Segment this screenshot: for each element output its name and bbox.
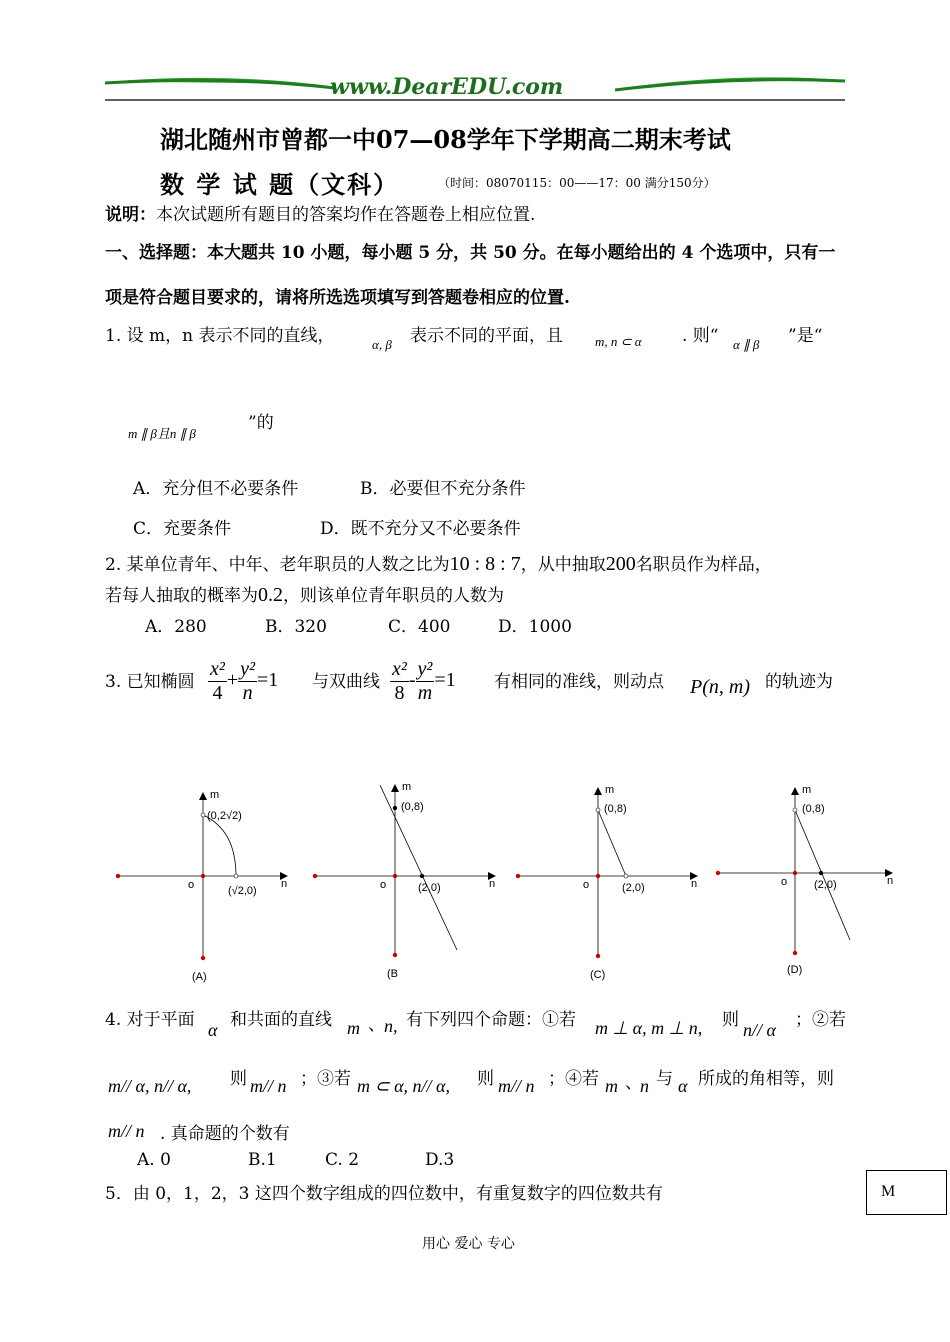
graph-c-caption: (C) bbox=[590, 969, 606, 981]
graph-b-caption: (B bbox=[387, 968, 398, 980]
graph-c-origin: o bbox=[583, 879, 590, 891]
graph-b-m-label: m bbox=[402, 781, 412, 793]
section1-line2: 项是符合题目要求的，请将所选选项填写到答题卷相应的位置. bbox=[105, 288, 570, 308]
q4-res3: m// n bbox=[498, 1076, 535, 1096]
note-label: 说明： bbox=[105, 205, 156, 225]
q2-option-a: A．280 bbox=[145, 617, 207, 637]
q4-cond1: m ⊥ α, m ⊥ n, bbox=[595, 1018, 703, 1038]
graph-d-top-label: (0,8) bbox=[802, 803, 825, 815]
q1-option-c: C．充要条件 bbox=[133, 519, 232, 539]
q4-text2: 和共面的直线 bbox=[230, 1010, 332, 1030]
graph-c-line bbox=[598, 810, 626, 876]
q3-f4-num: y² bbox=[417, 658, 433, 680]
exam-title: 湖北随州市曾都一中07—08学年下学期高二期末考试 bbox=[160, 125, 731, 154]
q3-f1-den: 4 bbox=[212, 682, 223, 704]
q4-n2: n bbox=[640, 1076, 649, 1096]
header-banner bbox=[100, 70, 850, 106]
q4-text1: 4. 对于平面 bbox=[105, 1010, 195, 1030]
q3-eq1: =1 bbox=[257, 669, 279, 692]
q4-alpha: α bbox=[208, 1020, 218, 1040]
q4-text7: 所成的角相等，则 bbox=[698, 1069, 834, 1089]
q4-text8: . 真命题的个数有 bbox=[160, 1124, 290, 1144]
q3-f2-den: n bbox=[242, 682, 253, 704]
graph-d-right-label: (2,0) bbox=[814, 879, 837, 891]
q3-text2: 与双曲线 bbox=[312, 672, 380, 692]
q1-option-a: A．充分但不必要条件 bbox=[133, 479, 299, 499]
q3-f3-num: x² bbox=[392, 658, 407, 680]
q3-ellipse-eq bbox=[208, 658, 278, 705]
q3-graphs bbox=[100, 770, 900, 990]
graph-a-m-label: m bbox=[210, 789, 220, 801]
graph-d-line bbox=[795, 810, 850, 940]
q4-option-a: A. 0 bbox=[137, 1150, 171, 1170]
q2-text4: 若每人抽取的概率为 bbox=[105, 586, 258, 606]
q4-text4: ；②若 bbox=[795, 1010, 846, 1030]
exam-subtitle: 数 学 试 题（文科） bbox=[160, 170, 400, 199]
q4-text5: ；③若 bbox=[300, 1069, 351, 1089]
graph-c-right-label: (2,0) bbox=[622, 882, 645, 894]
side-box-label: M bbox=[881, 1183, 896, 1200]
time-note: （时间：08070115：00——17：00 满分150分） bbox=[438, 176, 716, 190]
q1-text: 1. 设 m，n 表示不同的直线， bbox=[105, 326, 335, 346]
q4-m: m bbox=[347, 1018, 360, 1038]
graph-c-m-arrow bbox=[594, 787, 602, 795]
logo-text: www.DearEDU.com bbox=[330, 74, 564, 100]
graph-a-n-label: n bbox=[281, 878, 288, 890]
q2-line1 bbox=[105, 550, 772, 576]
q1-math-alpha-beta: α, β bbox=[372, 337, 392, 352]
q4-option-b: B.1 bbox=[248, 1150, 277, 1170]
q4-res2: m// n bbox=[250, 1076, 287, 1096]
q1-text3: . 则“ bbox=[682, 326, 719, 346]
q4-with: 与 bbox=[656, 1069, 673, 1089]
graph-b-right-label: (2,0) bbox=[418, 882, 441, 894]
q4-cond2: m// α, n// α, bbox=[108, 1076, 192, 1096]
q2-text2: ，从中抽取 bbox=[520, 555, 606, 575]
graph-d-caption: (D) bbox=[787, 964, 803, 976]
q3-eq2: =1 bbox=[434, 669, 456, 692]
graph-b-top-label: (0,8) bbox=[401, 801, 424, 813]
graph-b-m-arrow bbox=[391, 784, 399, 792]
q4-text3: 有下列四个命题：①若 bbox=[406, 1010, 576, 1030]
q3-minus: - bbox=[408, 669, 416, 692]
q4-text6: ；④若 bbox=[548, 1069, 599, 1089]
q2-line2 bbox=[105, 581, 504, 607]
q2-text3: 名职员作为样品， bbox=[635, 555, 772, 575]
graph-d-origin: o bbox=[781, 876, 788, 888]
q2-sample: 200 bbox=[605, 553, 636, 575]
q4-option-c: C. 2 bbox=[325, 1150, 360, 1170]
q2-text1: 2. 某单位青年、中年、老年职员的人数之比为 bbox=[105, 555, 450, 575]
q4-sep2: 、 bbox=[625, 1073, 642, 1093]
q1-math-condition: m ∥ β且n ∥ β bbox=[128, 426, 196, 441]
graph-a-top-label: (0,2√2) bbox=[207, 810, 242, 822]
q1-text2: 表示不同的平面，且 bbox=[410, 326, 563, 346]
graph-b-origin: o bbox=[380, 879, 387, 891]
graph-d-n-label: n bbox=[887, 875, 894, 887]
q3-text4: 的轨迹为 bbox=[765, 672, 833, 692]
q1-text5: ”的 bbox=[248, 413, 274, 433]
q4-sep: 、 bbox=[368, 1015, 385, 1035]
q2-option-c: C．400 bbox=[388, 617, 451, 637]
graph-c-n-label: n bbox=[691, 878, 698, 890]
q1-option-d: D．既不充分又不必要条件 bbox=[320, 519, 521, 539]
graph-a-origin: o bbox=[188, 879, 195, 891]
q1-math-parallel: α ∥ β bbox=[733, 337, 760, 352]
q2-prob: 0.2 bbox=[258, 584, 283, 606]
q3-text1: 3. 已知椭圆 bbox=[105, 672, 195, 692]
q2-option-d: D．1000 bbox=[498, 617, 572, 637]
q1-text4: ”是“ bbox=[788, 326, 823, 346]
q4-res4: m// n bbox=[108, 1121, 145, 1141]
q3-f3-den: 8 bbox=[394, 682, 405, 704]
q4-alpha2: α bbox=[678, 1076, 688, 1096]
q4-then1: 则 bbox=[722, 1010, 739, 1030]
graph-c-m-label: m bbox=[605, 784, 615, 796]
q4-then2: 则 bbox=[230, 1069, 247, 1089]
graph-a-arc bbox=[203, 815, 236, 876]
q4-option-d: D.3 bbox=[425, 1150, 455, 1170]
q3-text3: 有相同的准线，则动点 bbox=[494, 672, 664, 692]
graph-a-caption: (A) bbox=[192, 971, 207, 983]
graph-d-m-label: m bbox=[802, 784, 812, 796]
footer-text: 用心 爱心 专心 bbox=[422, 1236, 515, 1252]
note bbox=[105, 200, 535, 225]
q4-res1: n// α bbox=[743, 1020, 776, 1040]
q3-plus: + bbox=[226, 669, 239, 692]
graph-b-n-label: n bbox=[489, 878, 496, 890]
section1-line1: 一、选择题：本大题共 10 小题，每小题 5 分，共 50 分。在每小题给出的 4 个选项中，只有一 bbox=[105, 243, 836, 263]
q3-f4-den: m bbox=[417, 682, 433, 704]
q2-ratio: 10 : 8 : 7 bbox=[449, 553, 521, 575]
graph-c-top-label: (0,8) bbox=[604, 803, 627, 815]
q4-m2: m bbox=[605, 1076, 618, 1096]
q1-option-b: B．必要但不充分条件 bbox=[360, 479, 526, 499]
q4-then3: 则 bbox=[477, 1069, 494, 1089]
q2-option-b: B．320 bbox=[265, 617, 327, 637]
side-box bbox=[866, 1170, 947, 1215]
graph-a-right-label: (√2,0) bbox=[228, 885, 257, 897]
graph-a-m-arrow bbox=[199, 792, 207, 800]
q1-math-subset: m, n ⊂ α bbox=[595, 334, 642, 349]
q3-f1-num: x² bbox=[210, 658, 225, 680]
note-text: 本次试题所有题目的答案均作在答题卷上相应位置. bbox=[156, 205, 536, 225]
q4-n: n, bbox=[384, 1016, 398, 1036]
q2-text5: ，则该单位青年职员的人数为 bbox=[283, 586, 504, 606]
q5-text: 5．由 0，1，2，3 这四个数字组成的四位数中，有重复数字的四位数共有 bbox=[105, 1184, 663, 1204]
q4-cond3: m ⊂ α, n// α, bbox=[357, 1076, 450, 1096]
q3-f2-num: y² bbox=[240, 658, 256, 680]
q3-point: P(n, m) bbox=[690, 676, 750, 698]
q3-hyperbola-eq bbox=[390, 658, 456, 705]
graph-d-m-arrow bbox=[791, 787, 799, 795]
